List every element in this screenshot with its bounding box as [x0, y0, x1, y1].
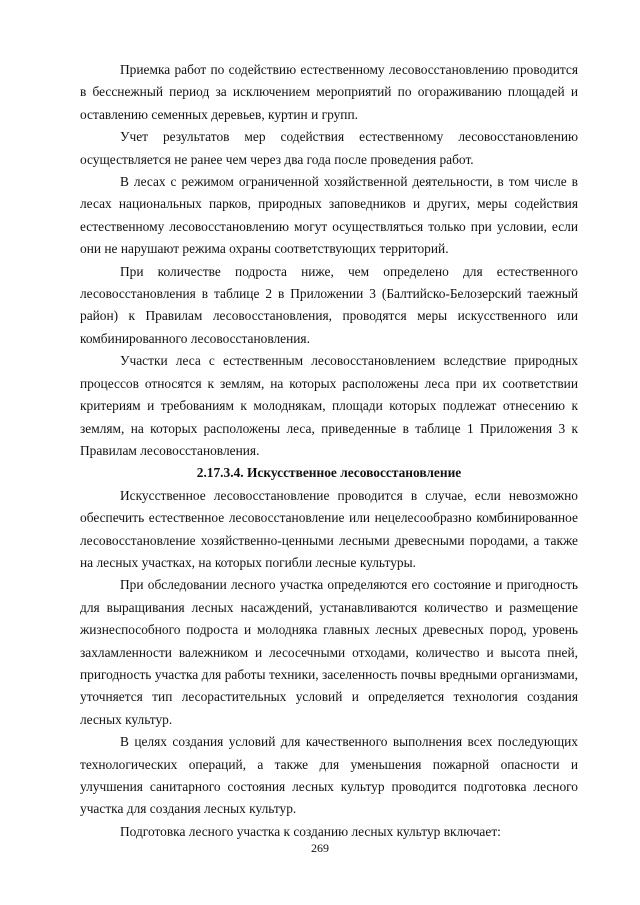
paragraph-undergrowth-quantity: При количестве подроста ниже, чем определено для естественного лесовосстановления в таблице 2 в Приложении 3 (Балтийско-Белозерский таежный район) к Правилам лесовосстановления, проводятся меры искусственного или комбинированного лесовосстановления. — [80, 263, 578, 346]
section-heading: 2.17.3.4. Искусственное лесовосстановление — [196, 465, 462, 481]
paragraph-natural-reforestation-plots: Участки леса с естественным лесовосстановлением вследствие природных процессов относятся к землям, на которых расположены леса при их соответствии критериям и требованиям к молоднякам, площади которых подлежат отнесению к землям, на которых расположены леса, приведенные в таблице 1 Приложения 3 к Правилам лесовосстановления. — [80, 353, 578, 458]
page-body — [80, 59, 578, 843]
paragraph-site-preparation-purpose: В целях создания условий для качественного выполнения всех последующих технологических операций, а также для уменьшения пожарной опасности и улучшения санитарного состояния лесных культур проводится подготовка лесного участка для создания лесных культур. — [80, 734, 578, 817]
paragraph-site-preparation-includes: Подготовка лесного участка к созданию лесных культур включает: — [120, 823, 501, 839]
paragraph-results-accounting: Учет результатов мер содействия естественному лесовосстановлению осуществляется не ранее чем через два года после проведения работ. — [80, 129, 578, 167]
paragraph-site-survey: При обследовании лесного участка определяются его состояние и пригодность для выращивания лесных насаждений, устанавливаются количество и размещение жизнеспособного подроста и молодняка главных лесных древесных пород, уровень захламленности валежником и лесосечными отходами, количество и высота пней, пригодность участка для работы техники, заселенность почвы вредными организмами, уточняется тип лесорастительных условий и определяется технология создания лесных культур. — [80, 577, 578, 727]
paragraph-restricted-forests: В лесах с режимом ограниченной хозяйственной деятельности, в том числе в лесах национальных парков, природных заповедников и других, меры содействия естественному лесовосстановлению могут осуществляться только при условии, если они не нарушают режима охраны соответствующих территорий. — [80, 174, 578, 257]
page-number: 269 — [311, 841, 329, 855]
paragraph-artificial-reforestation: Искусственное лесовосстановление проводится в случае, если невозможно обеспечить естественное лесовосстановление или нецелесообразно комбинированное лесовосстановление хозяйственно-ценными лесными древесными породами, а также на лесных участках, на которых погибли лесные культуры. — [80, 487, 578, 570]
paragraph-acceptance-of-works: Приемка работ по содействию естественному лесовосстановлению проводится в бесснежный период за исключением мероприятий по огораживанию площадей и оставлению семенных деревьев, куртин и групп. — [80, 62, 578, 122]
